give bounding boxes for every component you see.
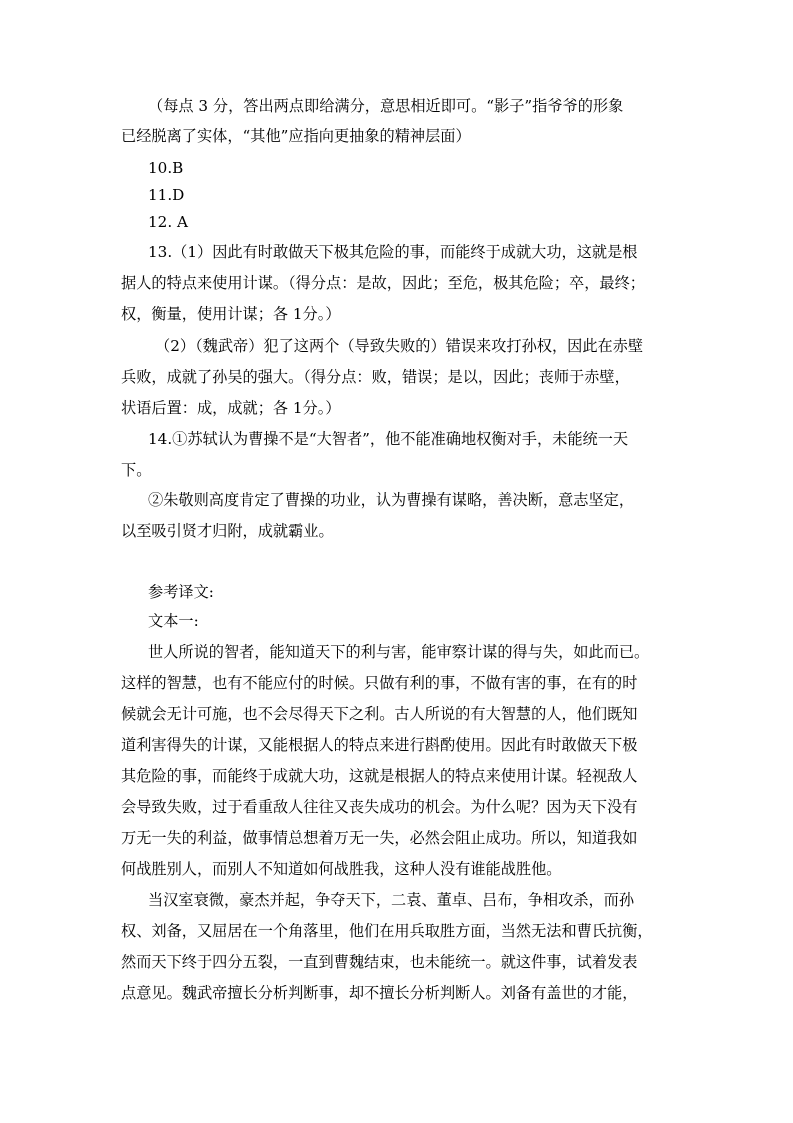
translation-line: 万无一失的利益，做事情总想着万无一失，必然会阻止成功。所以，知道我如 bbox=[121, 829, 638, 847]
answer-line: 下。 bbox=[121, 461, 152, 479]
translation-line: 候就会无计可施，也不会尽得天下之利。古人所说的有大智慧的人，他们既知 bbox=[121, 705, 638, 723]
answer-line: 以至吸引贤才归附，成就霸业。 bbox=[121, 522, 334, 540]
answer-line: 10.B bbox=[148, 159, 184, 177]
answer-line: （每点 3 分，答出两点即给满分，意思相近即可。“影子”指爷爷的形象 bbox=[148, 97, 624, 115]
translation-line: 会导致失败，过于看重敌人往往又丧失成功的机会。为什么呢？因为天下没有 bbox=[121, 798, 638, 816]
translation-line: 其危险的事，而能终于成就大功，这就是根据人的特点来使用计谋。轻视敌人 bbox=[121, 767, 638, 785]
translation-line: 点意见。魏武帝擅长分析判断事，却不擅长分析判断人。刘备有盖世的才能， bbox=[121, 984, 638, 1002]
answer-line: 据人的特点来使用计谋。（得分点：是故，因此；至危，极其危险；卒，最终； bbox=[121, 274, 645, 292]
section-heading: 参考译文: bbox=[148, 583, 214, 601]
answer-line: （2）（魏武帝）犯了这两个（导致失败的）错误来攻打孙权，因此在赤壁 bbox=[155, 337, 644, 355]
translation-line: 道利害得失的计谋，又能根据人的特点来进行斟酌使用。因此有时敢做天下极 bbox=[121, 736, 638, 754]
answer-line: 14.①苏轼认为曹操不是“大智者”，他不能准确地权衡对手，未能统一天 bbox=[148, 430, 629, 448]
translation-line: 何战胜别人，而别人不知道如何战胜我，这种人没有谁能战胜他。 bbox=[121, 860, 562, 878]
answer-line: ②朱敬则高度肯定了曹操的功业，认为曹操有谋略，善决断，意志坚定， bbox=[148, 491, 634, 509]
translation-line: 世人所说的智者，能知道天下的利与害，能审察计谋的得与失，如此而已。 bbox=[148, 643, 650, 661]
translation-line: 当汉室衰微，豪杰并起，争夺天下，二袁、董卓、吕布，争相攻杀，而孙 bbox=[148, 891, 634, 909]
answer-line: 状语后置：成，成就；各 1分。） bbox=[121, 399, 341, 417]
answer-line: 12. A bbox=[148, 213, 188, 231]
answer-line: 13.（1）因此有时敢做天下极其危险的事，而能终于成就大功，这就是根 bbox=[148, 243, 638, 261]
answer-line: 已经脱离了实体，“其他”应指向更抽象的精神层面） bbox=[121, 127, 471, 145]
answer-line: 权，衡量，使用计谋；各 1分。） bbox=[121, 305, 341, 323]
translation-line: 权、刘备，又屈居在一个角落里，他们在用兵取胜方面，当然无法和曹氏抗衡， bbox=[121, 922, 653, 940]
answer-line: 兵败，成就了孙吴的强大。（得分点：败，错误；是以，因此；丧师于赤壁， bbox=[121, 368, 630, 386]
subsection-heading: 文本一: bbox=[148, 612, 199, 630]
translation-line: 然而天下终于四分五裂，一直到曹魏结束，也未能统一。就这件事，试着发表 bbox=[121, 953, 638, 971]
answer-line: 11.D bbox=[148, 186, 185, 204]
translation-line: 这样的智慧，也有不能应付的时候。只做有利的事，不做有害的事，在有的时 bbox=[121, 674, 638, 692]
